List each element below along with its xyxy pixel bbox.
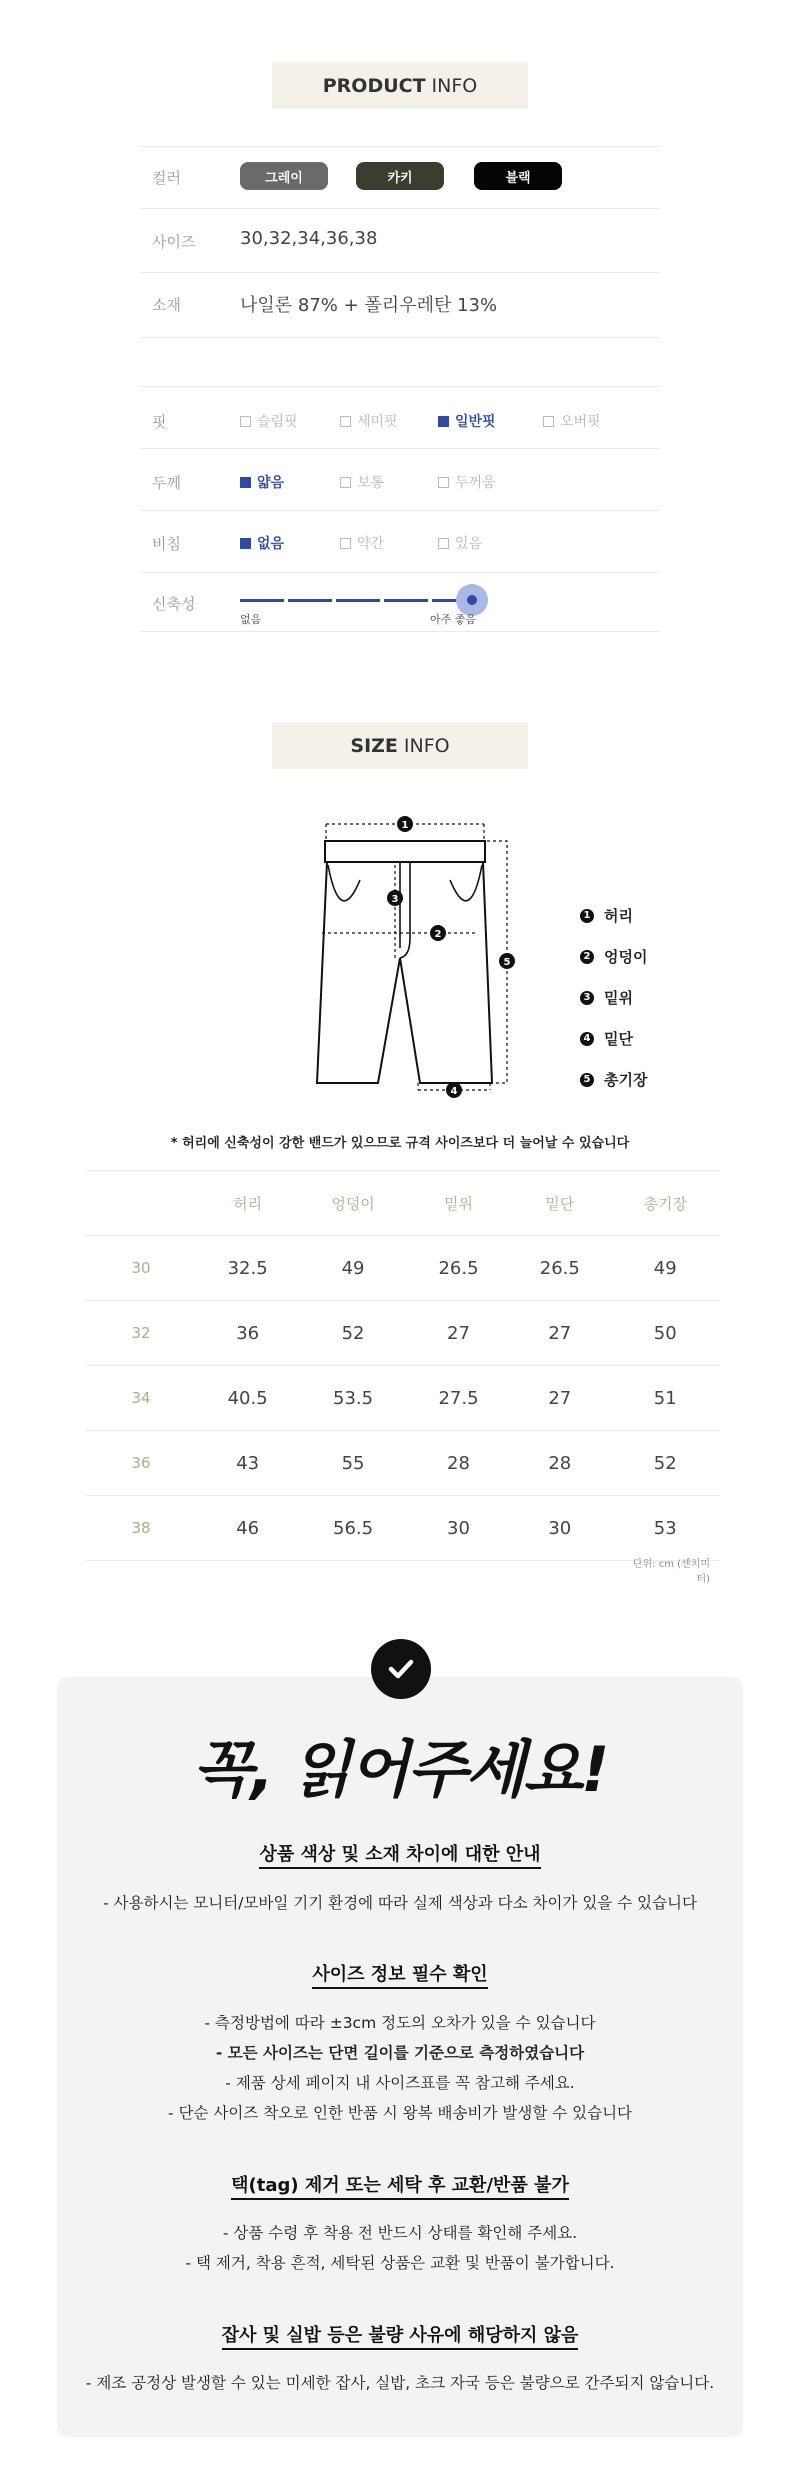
size-label: 사이즈 [152,233,196,251]
notice-text: - 제조 공정상 발생할 수 있는 미세한 잡사, 실밥, 초크 자국 등은 불량으로 간주되지 않습니다. [85,2374,715,2392]
stretch-min-label: 없음 [240,613,262,626]
size-table [85,1170,720,1561]
stretch-label: 신축성 [152,595,196,613]
pants-measurement-diagram [300,808,520,1108]
divider [140,272,660,273]
thickness-option-thick: 두꺼움 [438,472,496,492]
stretch-scale [240,599,472,602]
check-icon [371,1639,431,1699]
color-chip-black: 블랙 [474,162,562,190]
sheerness-option-slight: 약간 [340,533,384,553]
fit-label: 핏 [152,413,167,431]
table-row: 34 40.5 53.5 27.5 27 51 [85,1366,720,1431]
stretch-knob [467,595,477,605]
thickness-label: 두께 [152,474,181,492]
divider [140,572,660,573]
notice-text: - 모든 사이즈는 단면 길이를 기준으로 측정하였습니다 [215,2044,585,2062]
color-label: 컬러 [152,169,181,187]
divider [140,448,660,449]
notice-heading-tag: 택(tag) 제거 또는 세탁 후 교환/반품 불가 [0,2171,800,2197]
thickness-option-normal: 보통 [340,472,384,492]
legend-item-hip: 2 엉덩이 [580,946,647,967]
sheerness-option-none: 없음 [240,533,284,553]
notice-text: - 측정방법에 따라 ±3cm 정도의 오차가 있을 수 있습니다 [204,2014,596,2032]
stretch-note: * 허리에 신축성이 강한 밴드가 있으므로 규격 사이즈보다 더 늘어날 수 있습니다 [170,1136,630,1151]
svg-text:1: 1 [401,820,409,831]
notice-text: - 택 제거, 착용 흔적, 세탁된 상품은 교환 및 반품이 불가합니다. [185,2254,615,2272]
divider [140,386,660,387]
notice-heading-color: 상품 색상 및 소재 차이에 대한 안내 [0,1840,800,1866]
legend-item-rise: 3 밑위 [580,987,633,1008]
notice-text: - 단순 사이즈 착오로 인한 반품 시 왕복 배송비가 발생할 수 있습니다 [167,2104,633,2122]
divider [140,631,660,632]
svg-text:3: 3 [391,894,399,905]
material-label: 소재 [152,296,181,314]
fit-option-semi: 세미핏 [340,411,398,431]
divider [140,510,660,511]
notice-text: - 제품 상세 페이지 내 사이즈표를 꼭 참고해 주세요. [225,2074,575,2092]
product-info-title: PRODUCT INFO [272,62,528,109]
fit-option-regular: 일반핏 [438,411,496,431]
legend-item-waist: 1 허리 [580,905,633,926]
sheerness-option-yes: 있음 [438,533,482,553]
unit-label: 단위: cm (센치미터) [632,1559,710,1585]
divider [140,208,660,209]
table-row: 38 46 56.5 30 30 53 [85,1496,720,1561]
legend-item-length: 5 총기장 [580,1069,647,1090]
stretch-max-label: 아주 좋음 [430,613,477,626]
table-row: 30 32.5 49 26.5 26.5 49 [85,1236,720,1301]
size-info-title: SIZE INFO [272,722,528,769]
notice-text: - 상품 수령 후 착용 전 반드시 상태를 확인해 주세요. [222,2224,578,2242]
svg-text:2: 2 [434,929,442,940]
material-value: 나일론 87% + 폴리우레탄 13% [240,295,498,316]
svg-text:5: 5 [503,957,511,968]
divider [140,337,660,338]
divider [140,146,660,147]
fit-option-slim: 슬림핏 [240,411,298,431]
sheerness-label: 비침 [152,535,181,553]
notice-heading-thread: 잡사 및 실밥 등은 불량 사유에 해당하지 않음 [0,2321,800,2347]
sizes-value: 30,32,34,36,38 [240,228,378,249]
table-row: 36 43 55 28 28 52 [85,1431,720,1496]
notice-heading-size: 사이즈 정보 필수 확인 [0,1960,800,1986]
svg-text:4: 4 [450,1086,458,1097]
color-chip-gray: 그레이 [240,162,328,190]
color-chip-khaki: 카키 [356,162,444,190]
fit-option-over: 오버핏 [543,411,601,431]
notice-title: 꼭, 읽어주세요! [192,1733,608,1806]
notice-text: - 사용하시는 모니터/모바일 기기 환경에 따라 실제 색상과 다소 차이가 있을 수 있습니다 [103,1894,697,1912]
thickness-option-thin: 얇음 [240,472,284,492]
table-row: 32 36 52 27 27 50 [85,1301,720,1366]
table-header-row: 허리 엉덩이 밑위 밑단 총기장 [85,1171,720,1236]
legend-item-hem: 4 밑단 [580,1028,633,1049]
